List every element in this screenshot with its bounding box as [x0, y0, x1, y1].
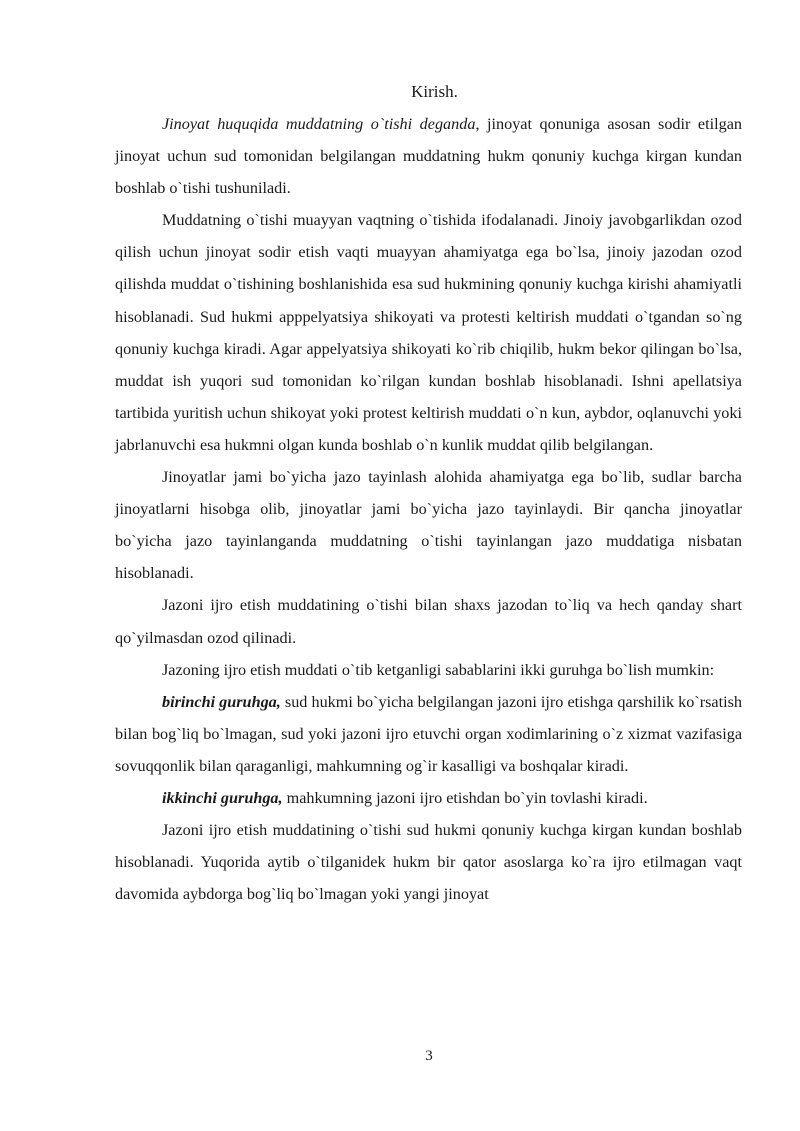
paragraph-7-lead: ikkinchi guruhga,	[162, 788, 283, 807]
paragraph-4: Jazoni ijro etish muddatining o`tishi bilan shaxs jazodan to`liq va hech qanday shart qo`yilmasdan ozod qilinadi.	[115, 596, 742, 647]
paragraph-1-rest: , jinoyat qonuniga asosan sodir etilgan jinoyat uchun sud tomonidan belgilangan muddatning hukm qonuniy kuchga kirgan kundan boshlab o`tishi tushuniladi.	[115, 115, 742, 198]
paragraph-8: Jazoni ijro etish muddatining o`tishi sud hukmi qonuniy kuchga kirgan kundan boshlab hisoblanadi. Yuqorida aytib o`tilganidek hukm bir qator asoslarga ko`ra ijro etilmagan vaqt davomida aybdorga bog`liq bo`lmagan yoki yangi jinoyat	[115, 821, 742, 904]
paragraph-6	[115, 686, 742, 782]
paragraph-3: Jinoyatlar jami bo`yicha jazo tayinlash alohida ahamiyatga ega bo`lib, sudlar barcha jinoyatlarni hisobga olib, jinoyatlar jami bo`yicha jazo tayinlaydi. Bir qancha jinoyatlar bo`yicha jazo tayinlanganda muddatning o`tishi tayinlangan jazo muddatiga nisbatan hisoblanadi.	[115, 468, 742, 583]
document-page	[115, 76, 742, 910]
paragraph-7	[115, 782, 742, 814]
page-number: 3	[425, 1048, 433, 1064]
paragraph-1-lead: Jinoyat huquqida muddatning o`tishi deganda	[162, 115, 476, 133]
paragraph-5: Jazoning ijro etish muddati o`tib ketganligi sabablarini ikki guruhga bo`lish mumkin:	[162, 660, 715, 679]
page-title: Kirish.	[411, 82, 458, 101]
paragraph-6-rest: sud hukmi bo`yicha belgilangan jazoni ijro etishga qarshilik ko`rsatish bilan bog`liq bo`lmagan, sud yoki jazoni ijro etuvchi organ xodimlarining o`z xizmat vazifasiga sovuqqonlik bilan qaraganligi, mahkumning og`ir kasalligi va boshqalar kiradi.	[115, 692, 742, 775]
paragraph-1	[115, 108, 742, 204]
paragraph-6-lead: birinchi guruhga,	[162, 692, 281, 711]
paragraph-2: Muddatning o`tishi muayyan vaqtning o`tishida ifodalanadi. Jinoiy javobgarlikdan ozod qilish uchun jinoyat sodir etish vaqti muayyan ahamiyatga ega bo`lsa, jinoiy jazodan ozod qilishda muddat o`tishining boshlanishida esa sud hukmining qonuniy kuchga kirishi ahamiyatli hisoblanadi. Sud hukmi apppelyatsiya shikoyati va protesti keltirish muddati o`tgandan so`ng qonuniy kuchga kiradi. Agar appelyatsiya shikoyati ko`rib chiqilib, hukm bekor qilingan bo`lsa, muddat ish yuqori sud tomonidan ko`rilgan kundan boshlab hisoblanadi. Ishni apellatsiya tartibida yuritish uchun shikoyat yoki protest keltirish muddati o`n kun, aybdor, oqlanuvchi yoki jabrlanuvchi esa hukmni olgan kunda boshlab o`n kunlik muddat qilib belgilangan.	[115, 211, 742, 454]
paragraph-7-rest: mahkumning jazoni ijro etishdan bo`yin tovlashi kiradi.	[282, 788, 648, 807]
